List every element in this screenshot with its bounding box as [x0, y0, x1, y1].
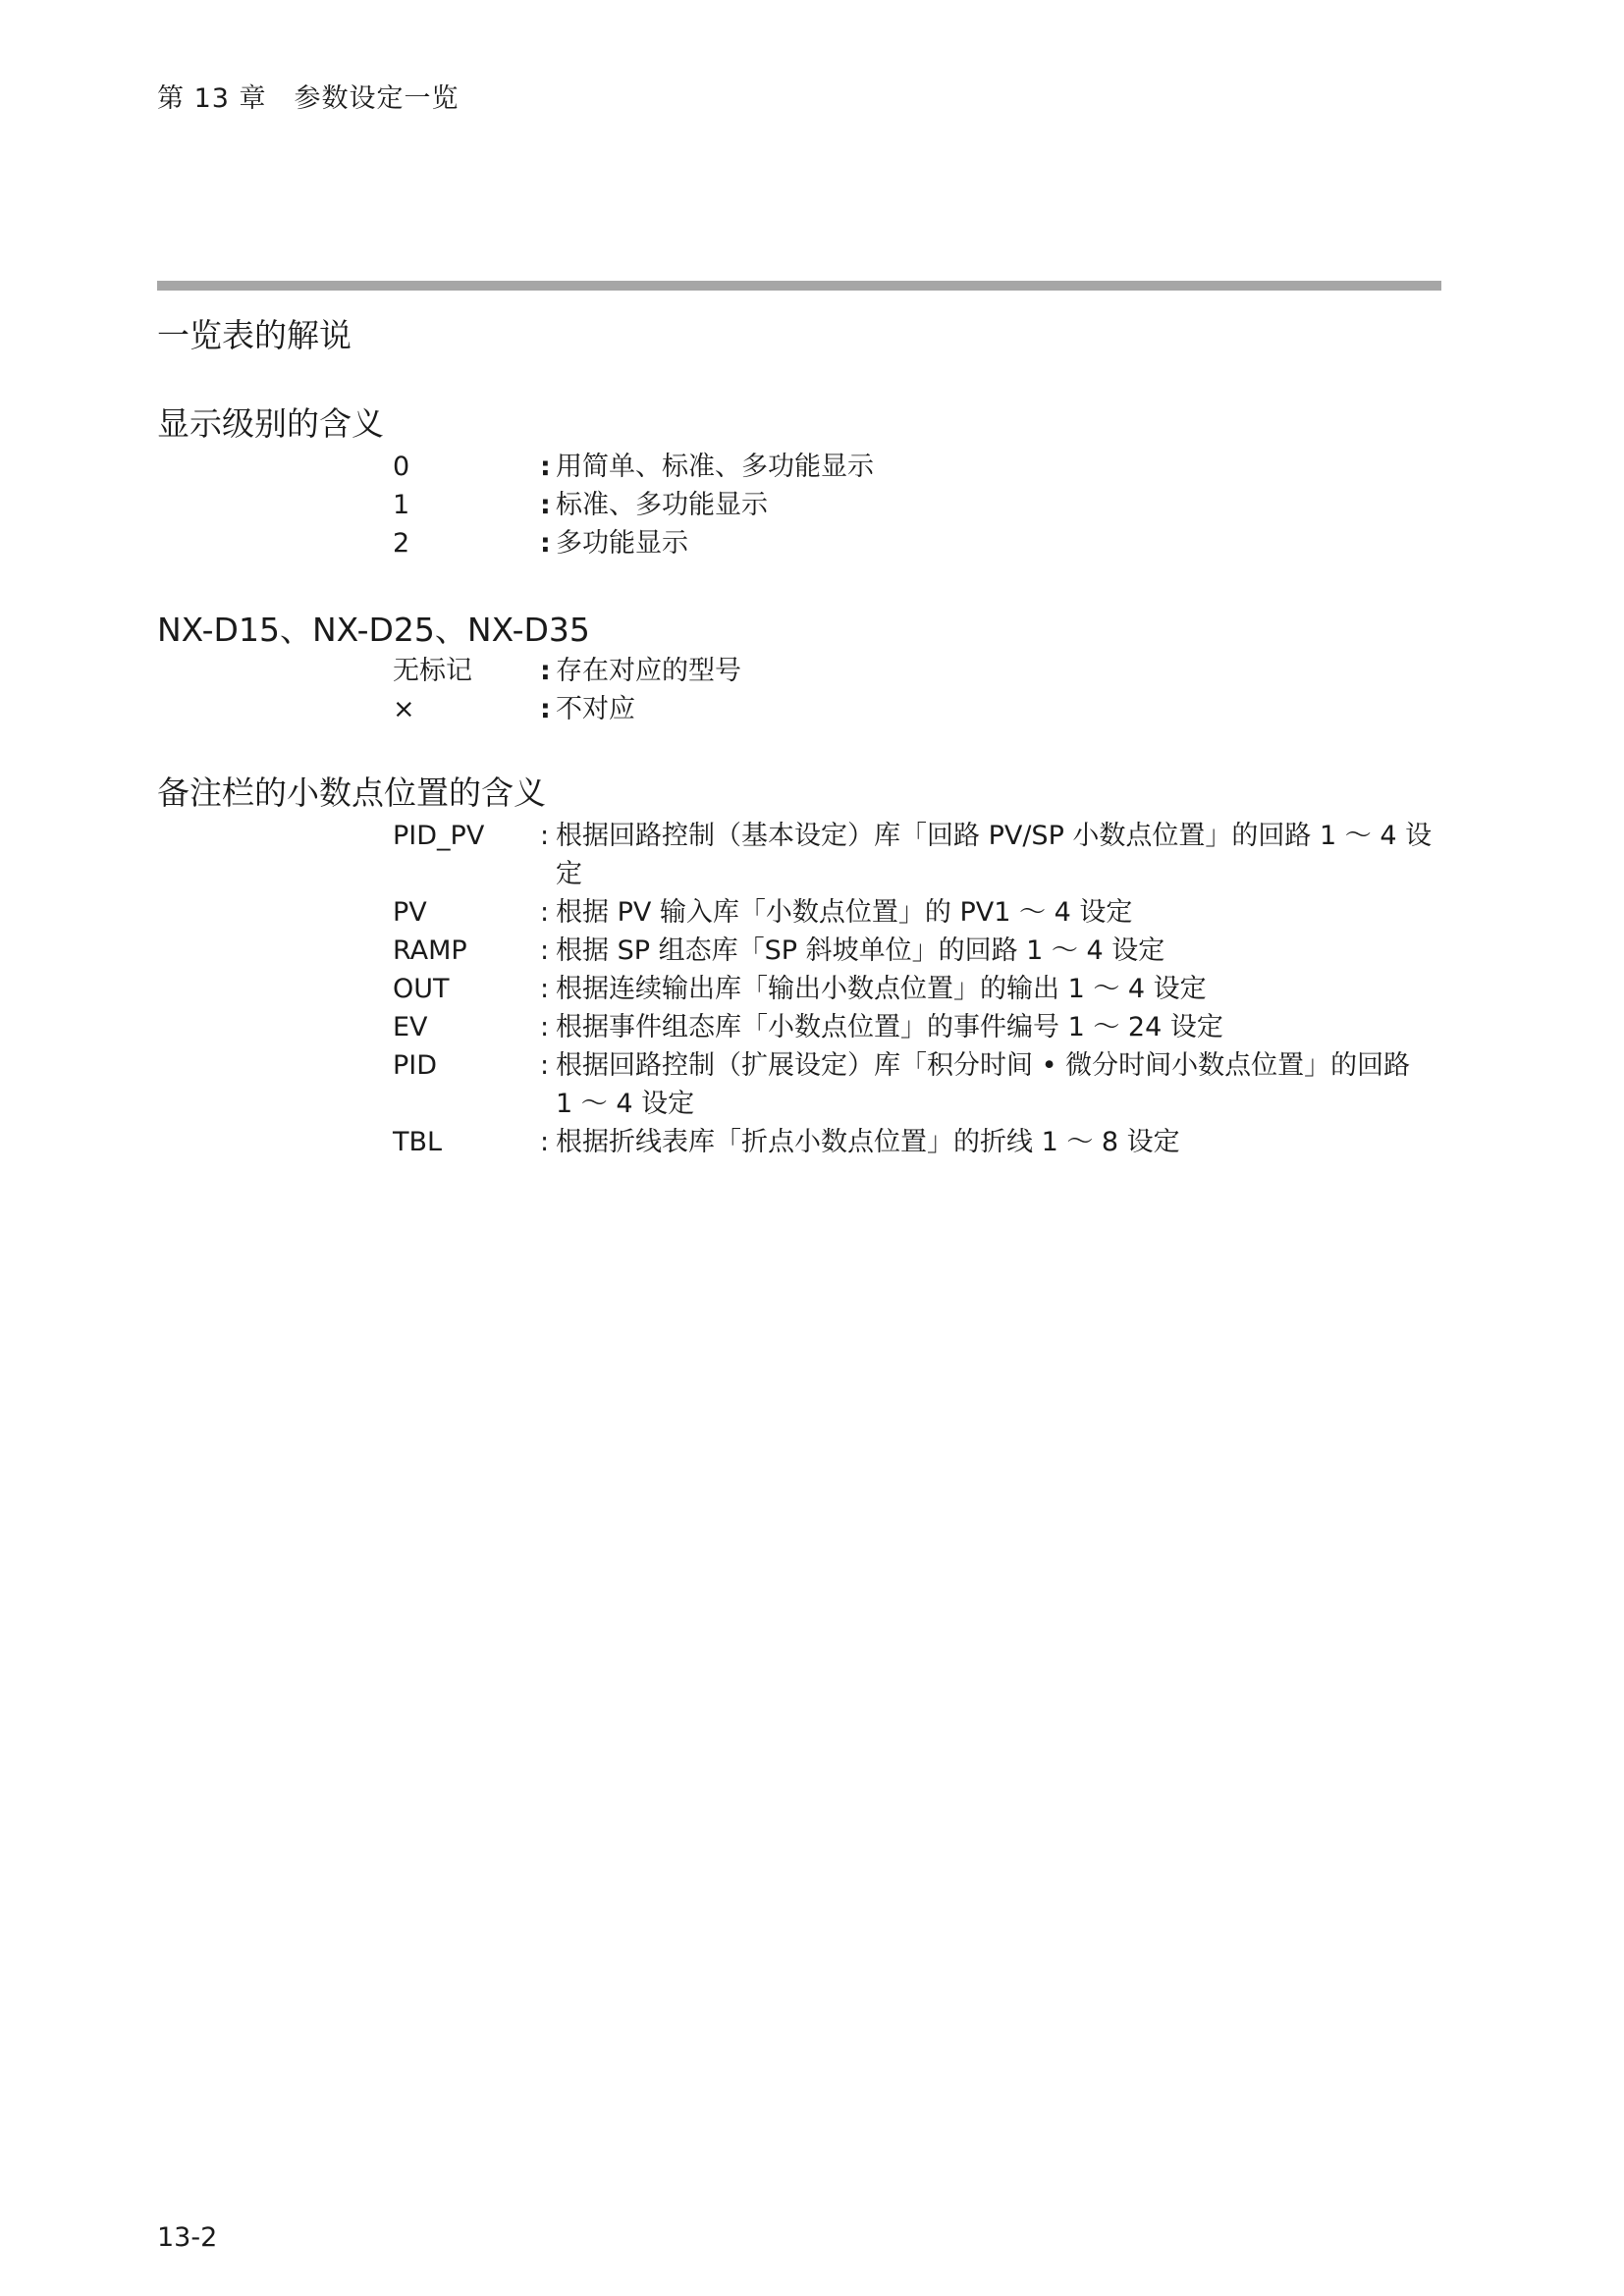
list-item [393, 448, 1453, 486]
list-item [393, 1085, 1453, 1123]
list-item [393, 1008, 1453, 1046]
def-description: 根据 PV 输入库「小数点位置」的 PV1 ～ 4 设定 [556, 897, 1133, 928]
def-term: PID [393, 1050, 438, 1081]
def-term: PID_PV [393, 821, 485, 851]
def-separator: : [540, 490, 551, 520]
def-term: × [393, 694, 415, 724]
def-separator: : [540, 897, 550, 928]
def-term: TBL [393, 1127, 443, 1157]
def-description: 根据事件组态库「小数点位置」的事件编号 1 ～ 24 设定 [556, 1012, 1223, 1042]
list-item [393, 652, 1453, 690]
list-item [393, 486, 1453, 524]
section-title: 一览表的解说 [157, 316, 352, 354]
chapter-header: 第 13 章 参数设定一览 [157, 83, 460, 114]
list-item [393, 817, 1453, 893]
def-description: 不对应 [556, 694, 635, 724]
def-term: 无标记 [393, 656, 472, 686]
list-item [393, 893, 1453, 932]
def-term: EV [393, 1012, 428, 1042]
def-description: 标准、多功能显示 [556, 490, 768, 520]
def-description: 根据回路控制（基本设定）库「回路 PV/SP 小数点位置」的回路 1 ～ 4 设定 [556, 821, 1433, 889]
def-description: 存在对应的型号 [556, 656, 741, 686]
def-term: RAMP [393, 935, 467, 966]
list-item [393, 970, 1453, 1008]
def-separator: : [540, 974, 550, 1004]
list-item [393, 932, 1453, 970]
def-separator [540, 1085, 556, 1123]
def-term: PV [393, 897, 427, 928]
def-term [393, 1085, 540, 1123]
list-item [393, 1123, 1453, 1161]
def-description: 根据折线表库「折点小数点位置」的折线 1 ～ 8 设定 [556, 1127, 1180, 1157]
def-separator: : [540, 694, 551, 724]
def-description: 1 ～ 4 设定 [556, 1089, 695, 1119]
def-separator: : [540, 452, 551, 482]
def-separator: : [540, 528, 551, 559]
def-term: 0 [393, 452, 410, 482]
def-separator: : [540, 656, 551, 686]
display-level-list [393, 448, 1453, 562]
decimal-point-list [393, 817, 1453, 1161]
def-separator: : [540, 821, 550, 851]
def-term: 1 [393, 490, 410, 520]
section-divider [157, 281, 1441, 291]
display-level-heading: 显示级别的含义 [157, 404, 384, 443]
def-description: 根据回路控制（扩展设定）库「积分时间 • 微分时间小数点位置」的回路 [556, 1050, 1411, 1081]
models-list [393, 652, 1453, 728]
list-item [393, 690, 1453, 728]
list-item [393, 524, 1453, 562]
def-separator: : [540, 1127, 550, 1157]
def-description: 根据连续输出库「输出小数点位置」的输出 1 ～ 4 设定 [556, 974, 1207, 1004]
def-separator: : [540, 1012, 550, 1042]
def-separator: : [540, 1050, 550, 1081]
def-term: OUT [393, 974, 450, 1004]
def-separator: : [540, 935, 550, 966]
def-description: 用简单、标准、多功能显示 [556, 452, 874, 482]
models-heading: NX-D15、NX-D25、NX-D35 [157, 611, 590, 649]
def-term: 2 [393, 528, 410, 559]
def-description: 多功能显示 [556, 528, 688, 559]
list-item [393, 1046, 1453, 1085]
def-description: 根据 SP 组态库「SP 斜坡单位」的回路 1 ～ 4 设定 [556, 935, 1165, 966]
page-number: 13-2 [157, 2222, 218, 2253]
decimal-point-heading: 备注栏的小数点位置的含义 [157, 774, 546, 812]
